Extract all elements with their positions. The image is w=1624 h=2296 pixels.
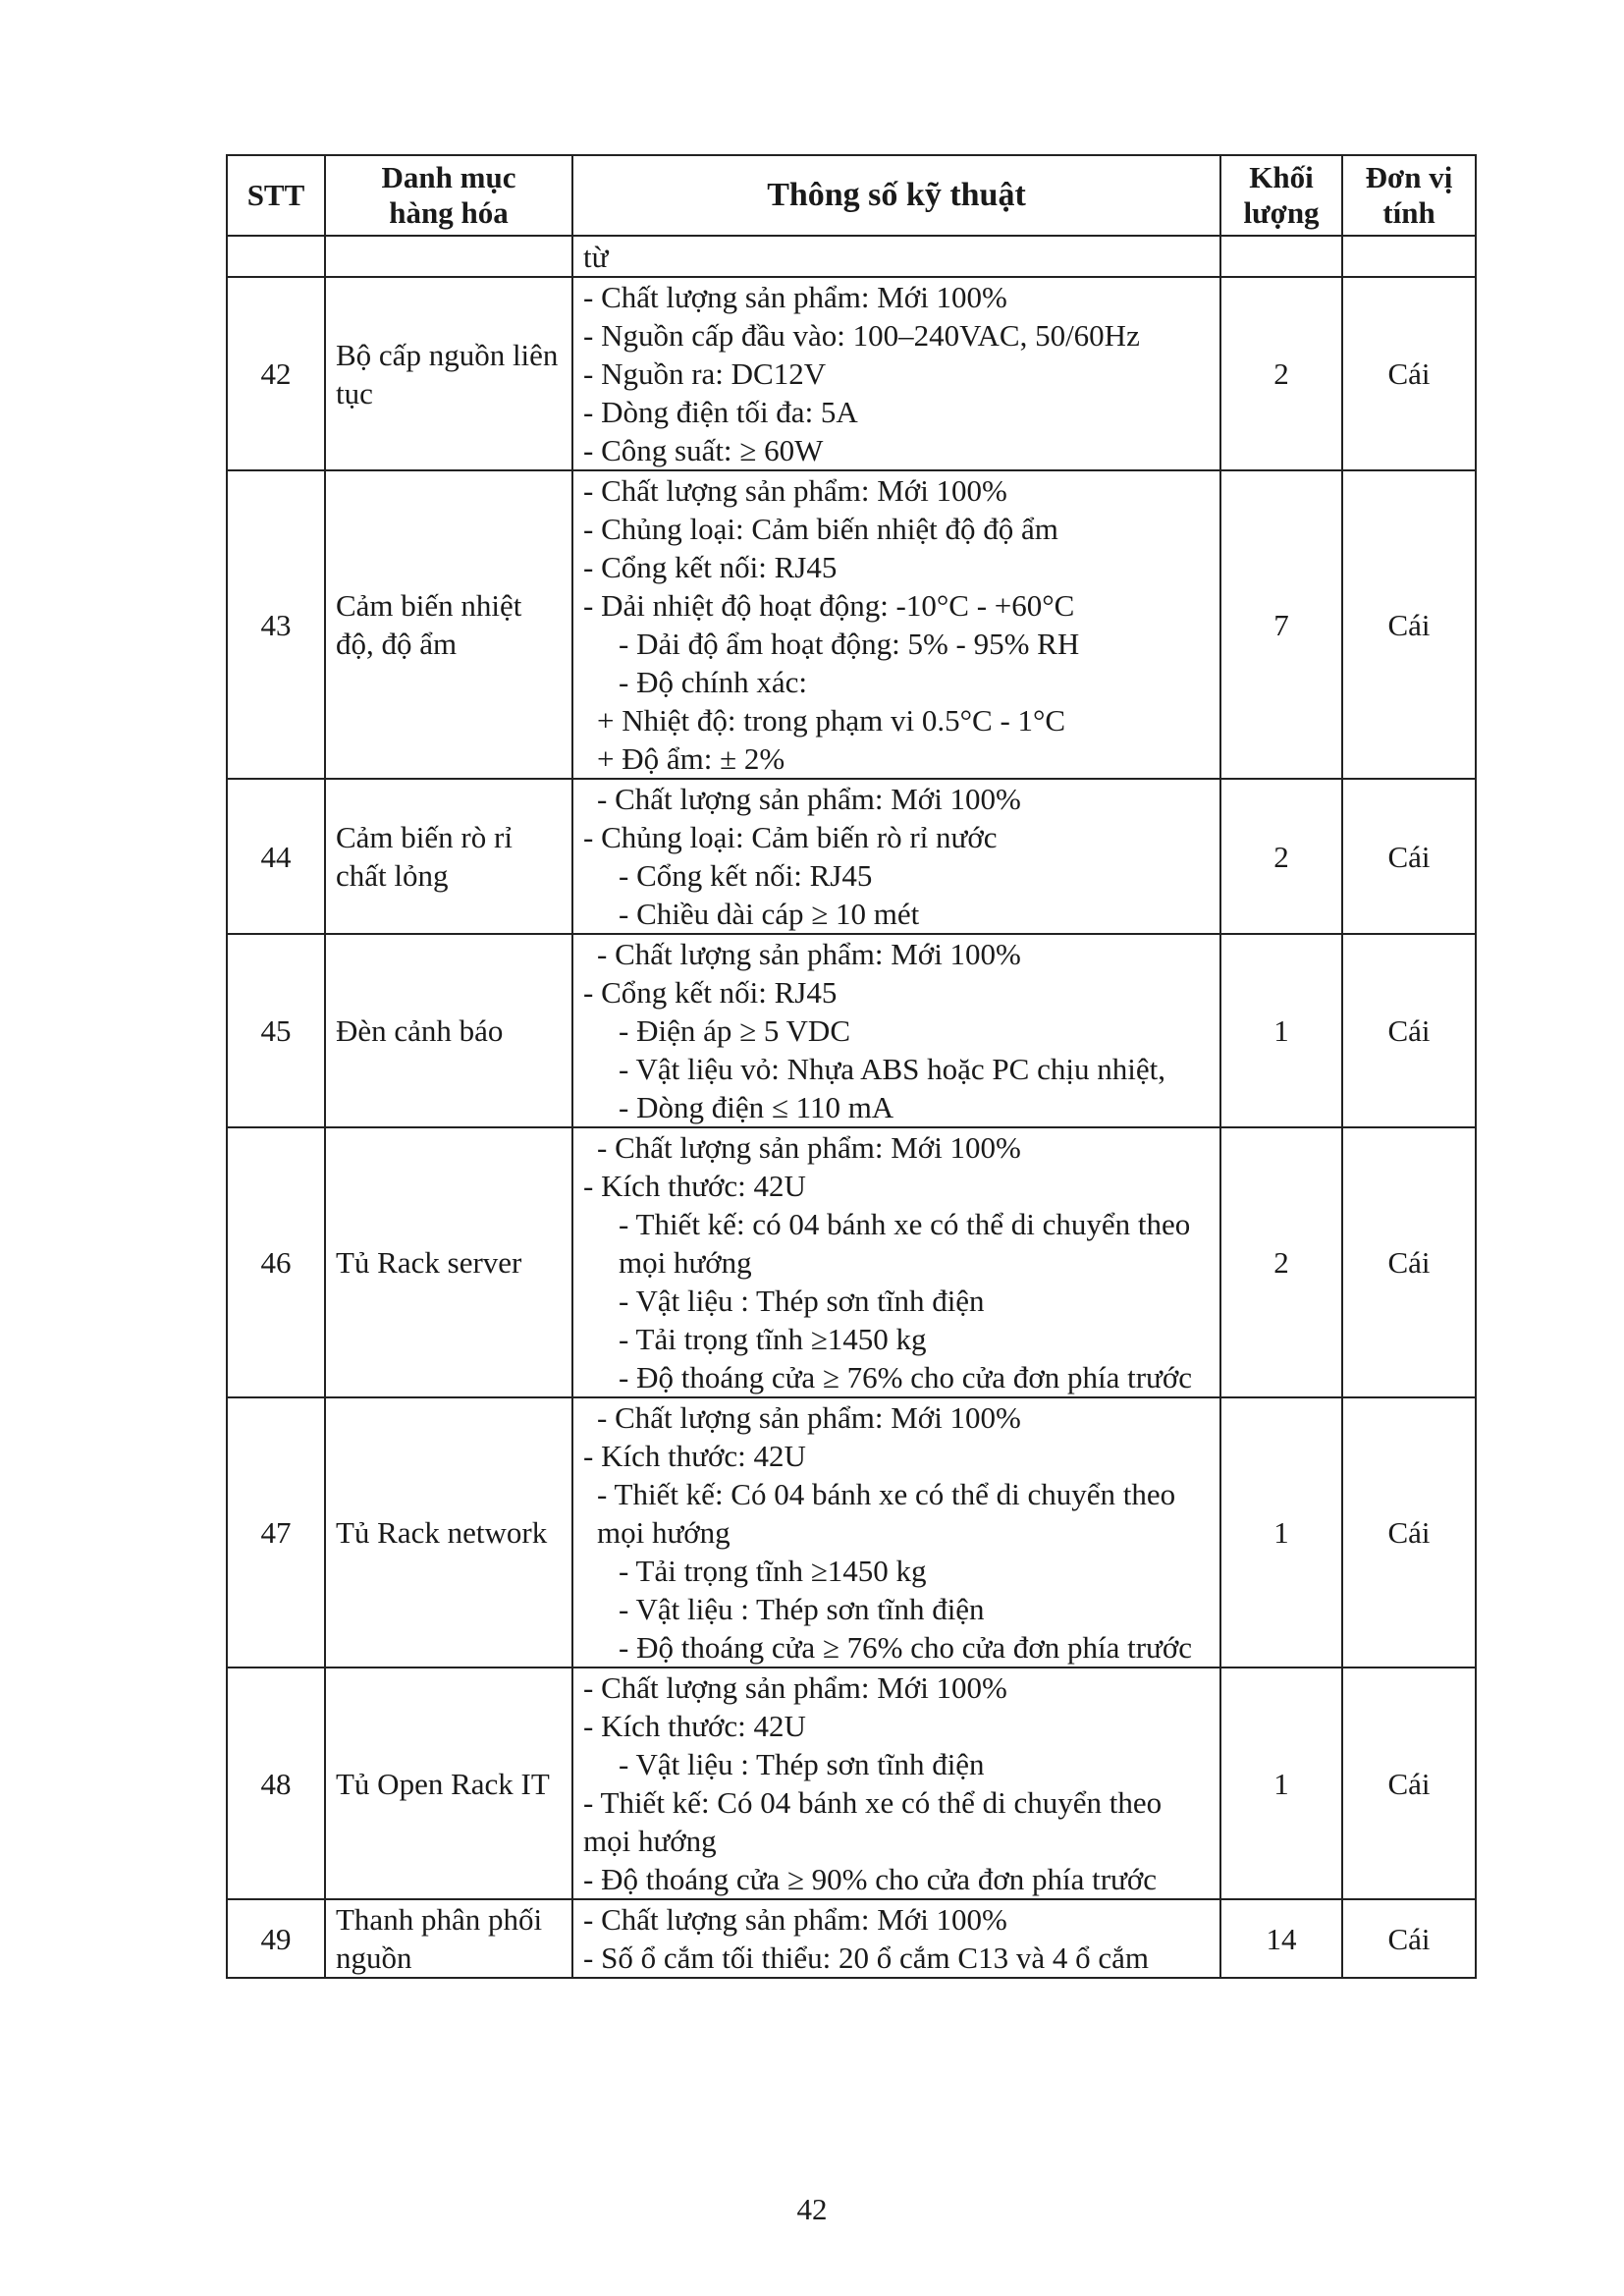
row-specs: - Chất lượng sản phẩm: Mới 100% - Kích thước: 42U - Vật liệu : Thép sơn tĩnh điện - Thiết kế: Có 04 bánh xe có thể di chuyển theo mọi hướng - Độ thoáng cửa ≥ 90% cho cửa đơn phía trước — [572, 1667, 1220, 1899]
row-quantity: 14 — [1220, 1899, 1342, 1978]
table-row — [227, 1899, 1476, 1978]
row-item-name: Đèn cảnh báo — [325, 934, 572, 1127]
row-unit: Cái — [1342, 1397, 1476, 1667]
row-specs: - Chất lượng sản phẩm: Mới 100% - Số ổ cắm tối thiểu: 20 ổ cắm C13 và 4 ổ cắm — [572, 1899, 1220, 1978]
row-item-name: Thanh phân phối nguồn — [325, 1899, 572, 1978]
row-unit: Cái — [1342, 1667, 1476, 1899]
row-item-name: Tủ Open Rack IT — [325, 1667, 572, 1899]
row-quantity: 2 — [1220, 1127, 1342, 1397]
header-unit: Đơn vị tính — [1342, 155, 1476, 236]
row-quantity: 1 — [1220, 1667, 1342, 1899]
row-item-name: Tủ Rack server — [325, 1127, 572, 1397]
table-row — [227, 779, 1476, 934]
row-specs: - Chất lượng sản phẩm: Mới 100% - Chủng loại: Cảm biến rò rỉ nước - Cổng kết nối: RJ45 - Chiều dài cáp ≥ 10 mét — [572, 779, 1220, 934]
row-stt: 43 — [227, 470, 325, 779]
row-specs: - Chất lượng sản phẩm: Mới 100% - Chủng loại: Cảm biến nhiệt độ độ ẩm - Cổng kết nối: RJ45 - Dải nhiệt độ hoạt động: -10°C - +60°C - Dải độ ẩm hoạt động: 5% - 95% RH - Độ chính xác: + Nhiệt độ: trong phạm vi 0.5°C - 1°C + Độ ẩm: ± 2% — [572, 470, 1220, 779]
row-quantity: 2 — [1220, 779, 1342, 934]
table-row — [227, 934, 1476, 1127]
row-item-name: Tủ Rack network — [325, 1397, 572, 1667]
row-quantity: 2 — [1220, 277, 1342, 470]
table-row — [227, 277, 1476, 470]
continuation-text: từ — [572, 236, 1220, 277]
row-unit: Cái — [1342, 470, 1476, 779]
header-spec: Thông số kỹ thuật — [572, 155, 1220, 236]
row-stt: 45 — [227, 934, 325, 1127]
table-row-continuation — [227, 236, 1476, 277]
table-row — [227, 1127, 1476, 1397]
row-quantity: 1 — [1220, 1397, 1342, 1667]
row-stt: 46 — [227, 1127, 325, 1397]
table-row — [227, 470, 1476, 779]
row-quantity: 1 — [1220, 934, 1342, 1127]
table-row — [227, 1397, 1476, 1667]
row-stt: 47 — [227, 1397, 325, 1667]
row-quantity: 7 — [1220, 470, 1342, 779]
row-stt: 42 — [227, 277, 325, 470]
row-item-name: Cảm biến rò rỉ chất lỏng — [325, 779, 572, 934]
row-specs: - Chất lượng sản phẩm: Mới 100% - Kích thước: 42U - Thiết kế: có 04 bánh xe có thể di chuyển theo mọi hướng - Vật liệu : Thép sơn tĩnh điện - Tải trọng tĩnh ≥1450 kg - Độ thoáng cửa ≥ 76% cho cửa đơn phía trước — [572, 1127, 1220, 1397]
table-header-row — [227, 155, 1476, 236]
spec-table — [226, 154, 1477, 1979]
row-specs: - Chất lượng sản phẩm: Mới 100% - Cổng kết nối: RJ45 - Điện áp ≥ 5 VDC - Vật liệu vỏ: Nhựa ABS hoặc PC chịu nhiệt, - Dòng điện ≤ 110 mA — [572, 934, 1220, 1127]
row-item-name: Cảm biến nhiệt độ, độ ẩm — [325, 470, 572, 779]
header-stt: STT — [227, 155, 325, 236]
row-stt: 49 — [227, 1899, 325, 1978]
row-specs: - Chất lượng sản phẩm: Mới 100% - Nguồn cấp đầu vào: 100–240VAC, 50/60Hz - Nguồn ra: DC12V - Dòng điện tối đa: 5A - Công suất: ≥ 60W — [572, 277, 1220, 470]
row-item-name: Bộ cấp nguồn liên tục — [325, 277, 572, 470]
row-unit: Cái — [1342, 1127, 1476, 1397]
row-unit: Cái — [1342, 779, 1476, 934]
header-name: Danh mục hàng hóa — [325, 155, 572, 236]
row-unit: Cái — [1342, 934, 1476, 1127]
row-unit: Cái — [1342, 1899, 1476, 1978]
table-row — [227, 1667, 1476, 1899]
row-specs: - Chất lượng sản phẩm: Mới 100% - Kích thước: 42U - Thiết kế: Có 04 bánh xe có thể di chuyển theo mọi hướng - Tải trọng tĩnh ≥1450 kg - Vật liệu : Thép sơn tĩnh điện - Độ thoáng cửa ≥ 76% cho cửa đơn phía trước — [572, 1397, 1220, 1667]
header-qty: Khối lượng — [1220, 155, 1342, 236]
row-stt: 44 — [227, 779, 325, 934]
row-stt: 48 — [227, 1667, 325, 1899]
row-unit: Cái — [1342, 277, 1476, 470]
page-number: 42 — [796, 2192, 828, 2226]
